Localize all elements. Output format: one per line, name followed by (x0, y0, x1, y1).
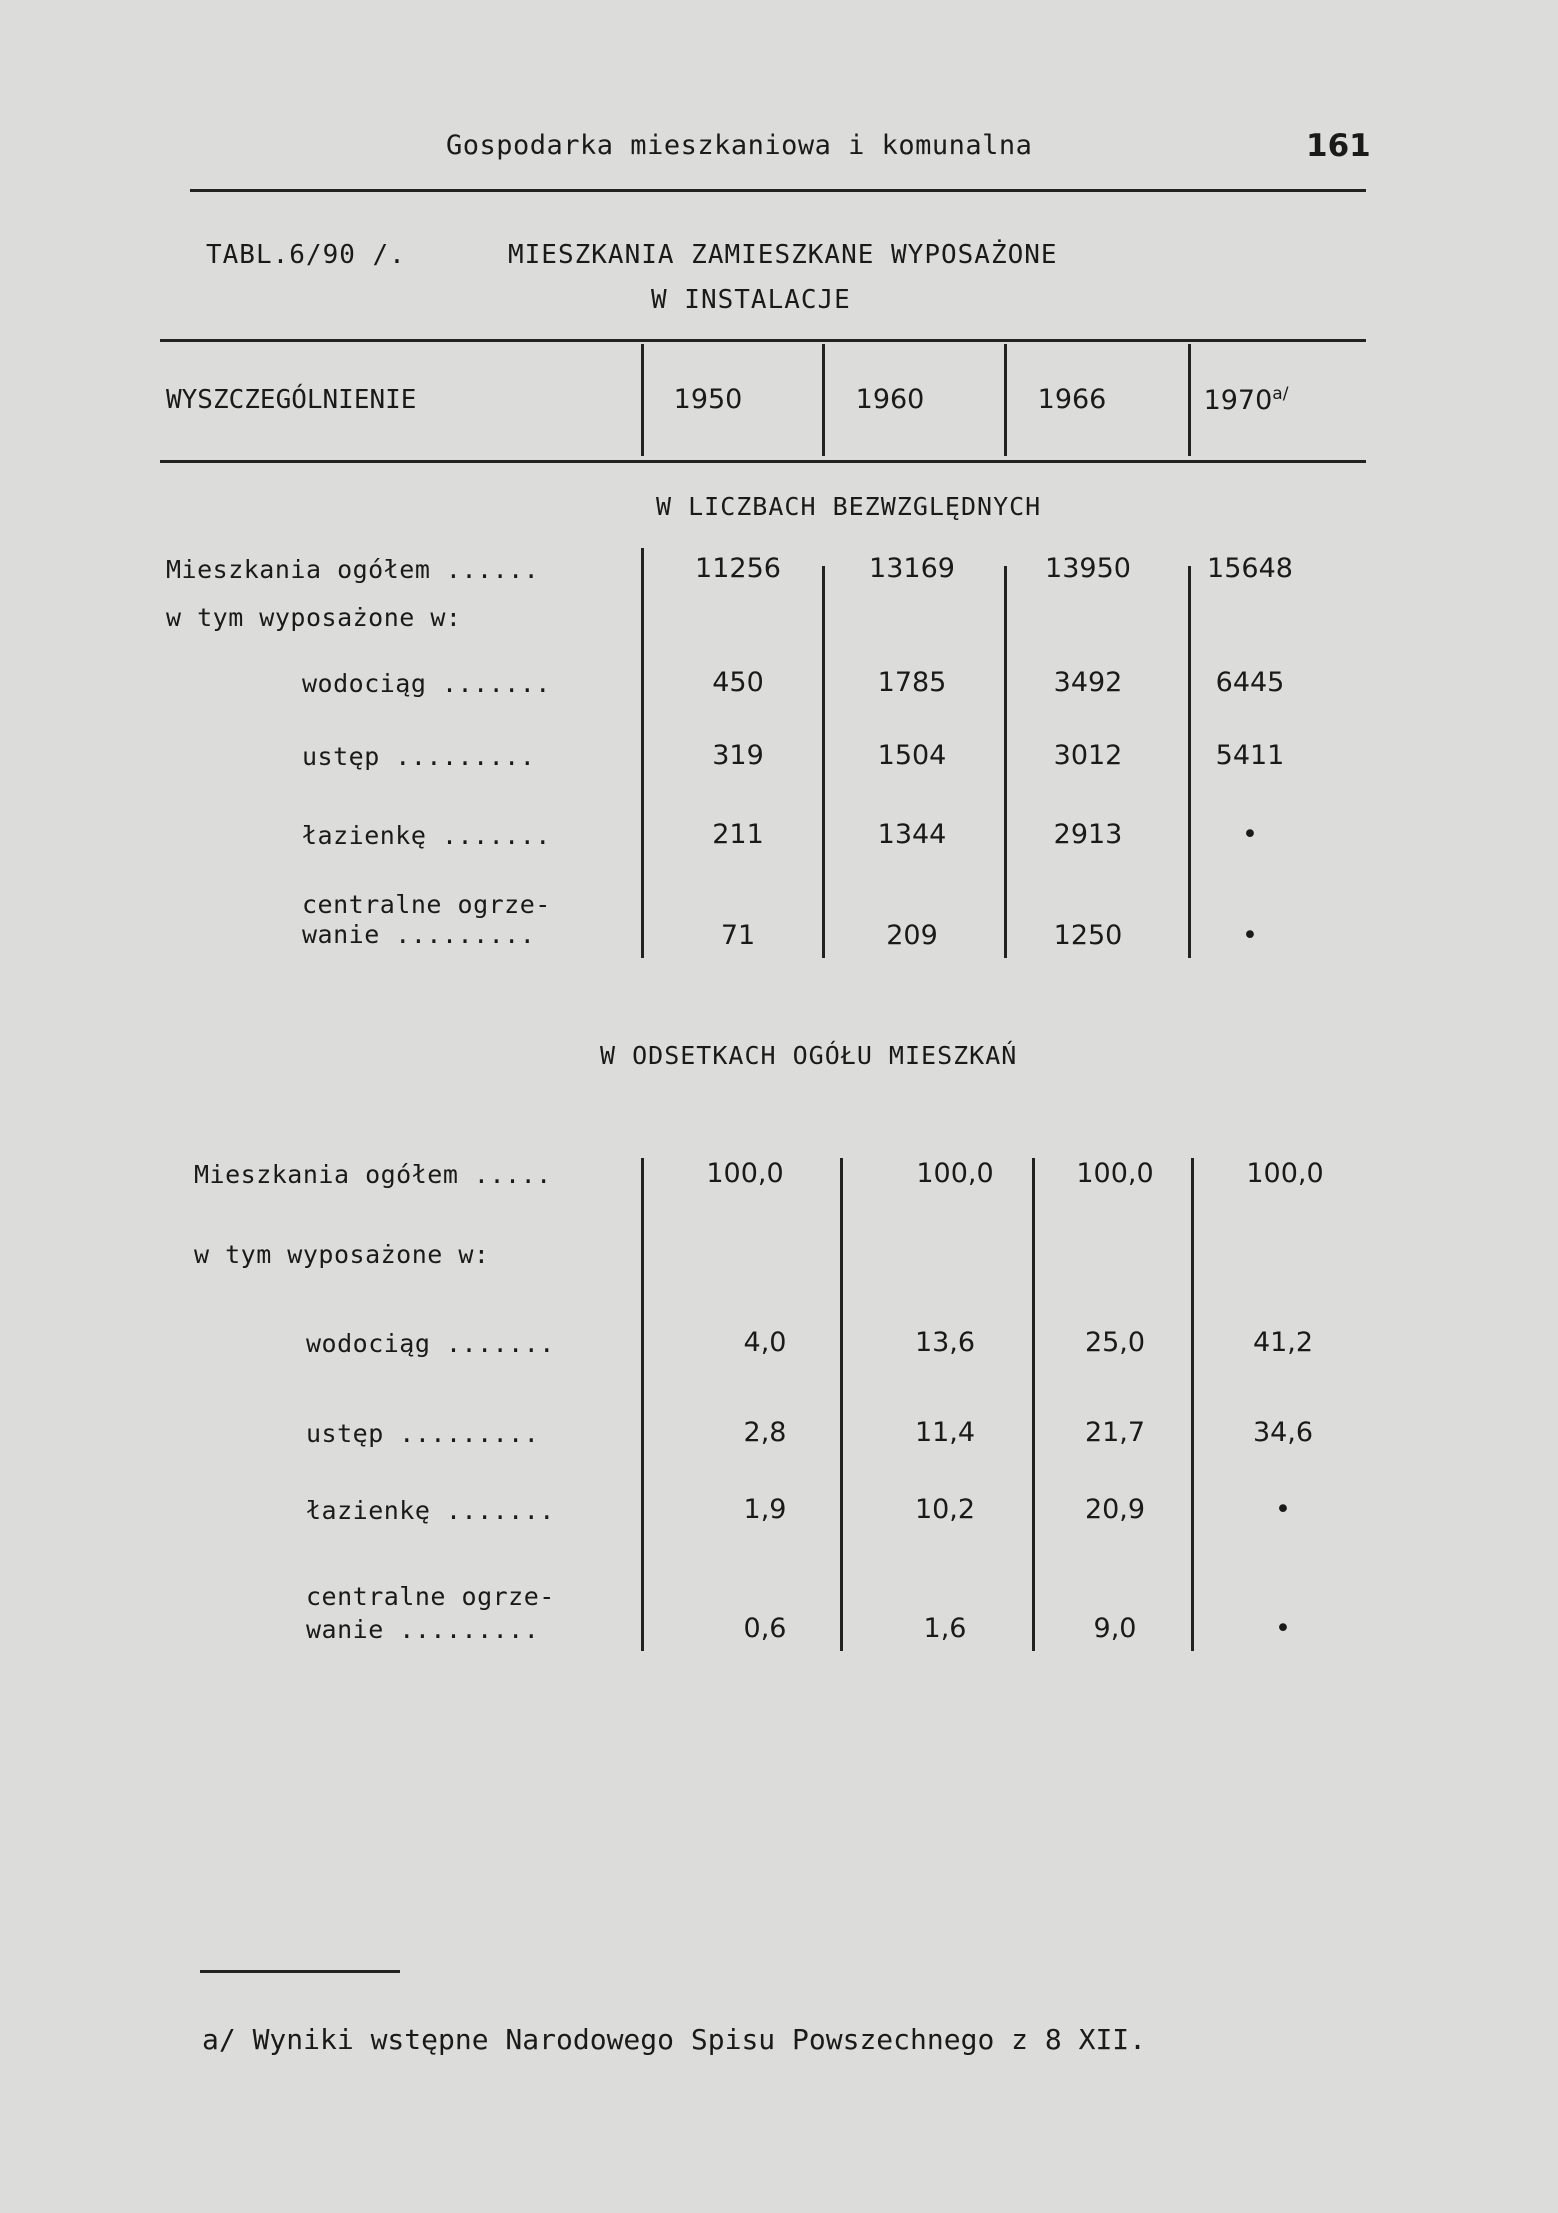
cell-value: 10,2 (914, 1494, 976, 1525)
cell-value: 1785 (877, 667, 947, 698)
cell-value: 4,0 (743, 1327, 787, 1358)
row-label-toilet: ustęp ......... (306, 1419, 540, 1448)
footnote: a/ Wyniki wstępne Narodowego Spisu Powszechnego z 8 XII. (202, 2023, 1147, 2056)
cell-value: 71 (720, 920, 756, 951)
table-title-line2: W INSTALACJE (651, 285, 851, 315)
cell-value: 5411 (1215, 740, 1285, 771)
row-label-water: wodociąg ....... (306, 1329, 555, 1358)
cell-value: 1,6 (923, 1613, 967, 1644)
column-rule (641, 1158, 644, 1651)
cell-value: • (1275, 1494, 1291, 1525)
cell-value: 100,0 (1076, 1158, 1154, 1189)
cell-value: 209 (886, 920, 938, 951)
section-heading-absolute: W LICZBACH BEZWZGLĘDNYCH (656, 492, 1042, 521)
stub-header: WYSZCZEGÓLNIENIE (166, 385, 417, 415)
cell-value: 2,8 (743, 1417, 787, 1448)
column-rule (1191, 1158, 1194, 1651)
column-rule (822, 566, 825, 958)
column-rule (1004, 344, 1007, 456)
cell-value: 13950 (1045, 553, 1131, 584)
cell-value: 211 (712, 819, 764, 850)
cell-value: 9,0 (1093, 1613, 1137, 1644)
cell-value: 0,6 (743, 1613, 787, 1644)
cell-value: 25,0 (1084, 1327, 1146, 1358)
cell-value: • (1242, 920, 1258, 951)
row-label-heating-cont: wanie ......... (306, 1615, 540, 1644)
row-label-toilet: ustęp ......... (302, 742, 536, 771)
cell-value: 11,4 (914, 1417, 976, 1448)
cell-value: 1344 (877, 819, 947, 850)
row-label-heating-cont: wanie ......... (302, 920, 536, 949)
column-rule (641, 548, 644, 958)
year-1970: $1970^{a/}$ (1203, 384, 1289, 416)
section-heading-percent: W ODSETKACH OGÓŁU MIESZKAŃ (600, 1041, 1018, 1070)
header-rule (190, 189, 1366, 192)
cell-value: 11256 (695, 553, 781, 584)
table-top-rule (160, 339, 1366, 342)
year-1950: 1950 (673, 384, 743, 415)
cell-value: 100,0 (916, 1158, 994, 1189)
row-label-heating: centralne ogrze- (306, 1582, 555, 1611)
row-label-subheading: w tym wyposażone w: (166, 603, 462, 632)
cell-value: 34,6 (1252, 1417, 1314, 1448)
cell-value: • (1242, 819, 1258, 850)
row-label-total: Mieszkania ogółem ...... (166, 555, 540, 584)
cell-value: 21,7 (1084, 1417, 1146, 1448)
cell-value: 13,6 (914, 1327, 976, 1358)
cell-value: 1250 (1053, 920, 1123, 951)
cell-value: 100,0 (706, 1158, 784, 1189)
column-rule (1032, 1158, 1035, 1651)
cell-value: 13169 (869, 553, 955, 584)
cell-value: 15648 (1207, 553, 1293, 584)
table-label: TABL.6/90 /. (206, 240, 406, 270)
column-rule (641, 344, 644, 456)
column-rule (840, 1158, 843, 1651)
year-1966: 1966 (1037, 384, 1107, 415)
cell-value: 6445 (1215, 667, 1285, 698)
column-rule (1004, 566, 1007, 958)
column-rule (822, 344, 825, 456)
row-label-subheading: w tym wyposażone w: (194, 1240, 490, 1269)
footnote-rule (200, 1970, 400, 1973)
running-title: Gospodarka mieszkaniowa i komunalna (446, 130, 1033, 161)
table-title-line1: MIESZKANIA ZAMIESZKANE WYPOSAŻONE (508, 240, 1058, 270)
cell-value: 2913 (1053, 819, 1123, 850)
row-label-bathroom: łazienkę ....... (302, 821, 551, 850)
cell-value: 3012 (1053, 740, 1123, 771)
cell-value: 20,9 (1084, 1494, 1146, 1525)
row-label-water: wodociąg ....... (302, 669, 551, 698)
footnote-marker: a/ (1272, 384, 1289, 404)
header-bottom-rule (160, 460, 1366, 463)
cell-value: 3492 (1053, 667, 1123, 698)
cell-value: 1,9 (743, 1494, 787, 1525)
cell-value: 1504 (877, 740, 947, 771)
page-number: 161 (1306, 128, 1371, 164)
cell-value: 41,2 (1252, 1327, 1314, 1358)
row-label-heating: centralne ogrze- (302, 890, 551, 919)
year-1960: 1960 (855, 384, 925, 415)
column-rule (1188, 344, 1191, 456)
row-label-total: Mieszkania ogółem ..... (194, 1160, 552, 1189)
cell-value: 100,0 (1246, 1158, 1324, 1189)
cell-value: 450 (712, 667, 764, 698)
cell-value: • (1275, 1613, 1291, 1644)
row-label-bathroom: łazienkę ....... (306, 1496, 555, 1525)
cell-value: 319 (712, 740, 764, 771)
